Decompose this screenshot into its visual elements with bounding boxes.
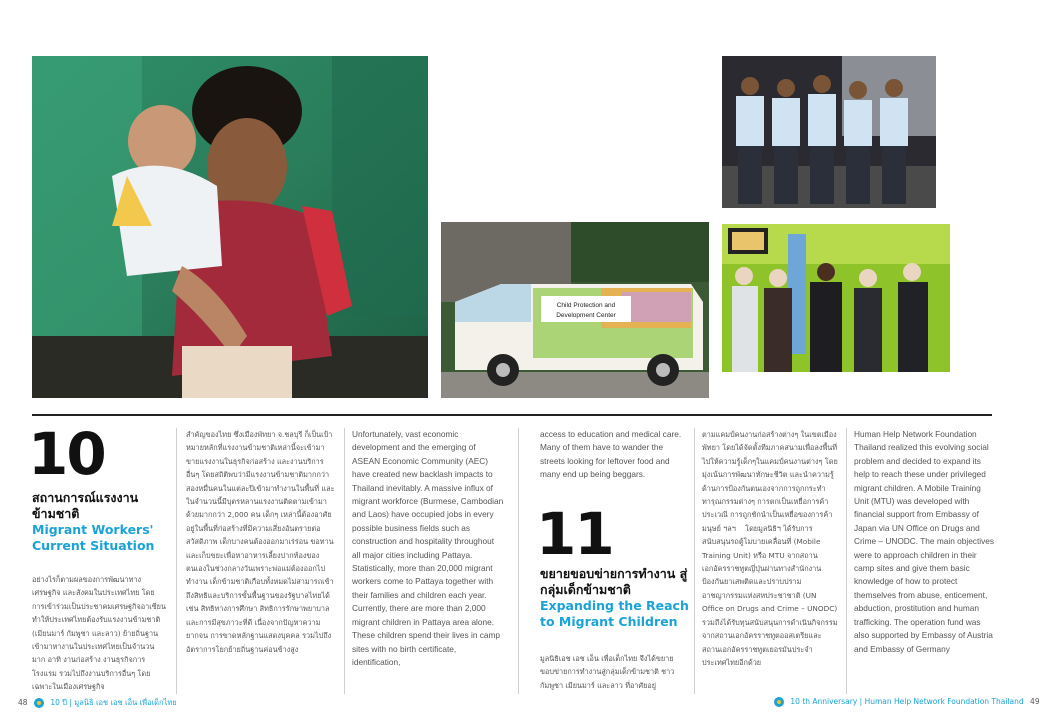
column-divider	[344, 428, 345, 694]
column-divider	[694, 428, 695, 694]
van-sign-line2: Development Center	[556, 312, 616, 319]
page-number-left: 48	[18, 698, 28, 707]
section-10-body-th-part1: อย่างไรก็ตามผลของการพัฒนาทางเศรษฐกิจ และสังคมในประเทศไทย โดยการเข้าร่วมเป็นประชาคมเศรษฐกิจอาเซียน ทำให้ประเทศไทยต้องรับแรงงานข้ามชาติ (เมียนมาร์ กัมพูชา และลาว) ย้ายถิ่นฐานเข้ามาหางานในประเทศไทยเป็นจำนวนมาก อาทิ งานก่อสร้าง งานธุรกิจการโรงแรม รวมไปถึงงานบริการอื่นๆ โดยเฉพาะในเมืองเศรษฐกิจ	[32, 575, 166, 692]
section-10-number: 10	[28, 420, 105, 488]
foundation-logo-icon	[774, 697, 784, 707]
section-10-title-en: Migrant Workers' Current Situation	[32, 522, 155, 553]
section-10-body-en: Unfortunately, vast economic development and the emerging of ASEAN Economic Community (AEC) have created new backlash impacts to Thailand inevitably. A massive influx of migrant workforce (Burmese, Cambodian and Laos) have occupied jobs in every possible business fields such as construction and hospitality throughout all major cities including Pattaya. Statistically, more than 20,000 migrant workers come to Pattaya together with their families and children each year. Currently, there are more than 2,000 migrant children in Pattaya area alone. These children spend their lives in camp sites with no birth certificate, identification,	[352, 429, 504, 667]
section-11-body-th-part2: ตามแคมป์คนงานก่อสร้างต่างๆ ในเขตเมืองพัทยา โดยได้จัดตั้งทีมภาคสนามเพื่อลงพื้นที่ไปให้ความรู้เด็กๆในแคมป์คนงานต่างๆ โดยมุ่งเน้นการพัฒนาทักษะชีวิต และนำความรู้ด้านการป้องกันตนเองจากการถูกกระทำทารุณกรรมต่างๆ การตกเป็นเหยื่อการค้าประเวณี การถูกชักนำเป็นเหยื่อของการค้ามนุษย์ ฯลฯ โดยมูลนิธิฯ ได้รับการสนับสนุนรถตู้โมบายเคลื่อนที่ (Mobile Training Unit) หรือ MTU จากสถานเอกอัครราชทูตญี่ปุ่นผ่านทางสำนักงานป้องกันยาเสพติดและปราบปรามอาชญากรรมแห่งสหประชาชาติ (UN Office on Drugs and Crime – UNODC) รวมถึงได้รับทุนสนับสนุนการดำเนินกิจกรรมจากสถานเอกอัครราชทูตออสเตรียและสถานเอกอัครราชทูตเยอรมันประจำประเทศไทยอีกด้วย	[702, 430, 838, 667]
photo-un-ceremony	[722, 224, 950, 372]
section-10-body-en-cont: access to education and medical care. Many of them have to wander the streets looking for leftover food and many end up being beggars.	[540, 429, 682, 480]
section-11-number: 11	[536, 500, 613, 568]
section-10-body-th-part2: สำคัญของไทย ซึ่งเมืองพัทยา จ.ชลบุรี ก็เป็นเป้าหมายหลักที่แรงงานข้ามชาติเหล่านี้จะเข้ามาขายแรงงานในธุรกิจก่อสร้าง และงานบริการอื่นๆ โดยสถิติพบว่ามีแรงงานข้ามชาติมากกว่าสองหมื่นคนในแต่ละปีเข้ามาทำงานในพื้นที่ และในจำนวนนี้มีบุตรหลานแรงงานติดตามเข้ามาด้วยมากกว่า 2,000 คน เด็กๆ เหล่านี้ต้องอาศัยอยู่ในพื้นที่ก่อสร้างที่มีความเสี่ยงอันตรายต่อสวัสดิภาพ เด็กบางคนต้องออกมาเร่ร่อน ขอทาน และเก็บขยะเพื่อหาอาหารเลี้ยงปากท้องของตนเองในช่วงกลางวันเพราะพ่อแม่ต้องออกไปทำงาน เด็กข้ามชาติเกือบทั้งหมดไม่สามารถเข้าถึงสิทธิและบริการขั้นพื้นฐานของรัฐบาลไทยได้ เช่น สิทธิทางการศึกษา สิทธิการรักษาพยาบาล และการมีสุขภาวะที่ดี เนื่องจากปัญหาความยากจน การขาดหลักฐานแสดงบุคคล รวมไปถึงอัตราการโยกย้ายถิ่นฐานค่อนข้างสูง	[186, 430, 335, 654]
footer-right-text: 10 th Anniversary | Human Help Network Foundation Thailand	[790, 697, 1024, 706]
section-11-title-th: ขยายขอบข่ายการทำงาน สู่กลุ่มเด็กข้ามชาติ	[540, 566, 688, 597]
footer-right	[770, 697, 1040, 707]
van-sign-line1: Child Protection and	[556, 302, 616, 309]
photo-team-outreach	[722, 56, 936, 208]
column-divider	[176, 428, 177, 694]
footer-left	[18, 697, 177, 709]
foundation-logo-icon	[34, 698, 44, 708]
photo-girl-carrying-child	[32, 56, 428, 398]
footer-left-text: 10 ปี | มูลนิธิ เอช เอช เอ็น เพื่อเด็กไทย	[50, 698, 177, 707]
section-11-title-en: Expanding the Reach to Migrant Children	[540, 598, 689, 629]
column-divider	[846, 428, 847, 694]
section-divider	[32, 414, 992, 416]
column-divider	[518, 428, 519, 694]
section-11-body-en: Human Help Network Foundation Thailand realized this evolving social problem and decided to expand its help to reach these under privileged migrant children. A Mobile Training Unit (MTU) was developed with financial support from Embassy of Japan via UN Office on Drugs and Crime – UNODC. The main objectives were to approach children in their camp sites and give them basic knowledge of how to protect themselves from abuse, enticement, abduction, prostitution and human trafficking. The operation fund was also supported by Embassy of Austria and Embassy of Germany	[854, 429, 995, 654]
photo-mobile-training-van	[441, 222, 709, 398]
page-number-right: 49	[1030, 697, 1040, 706]
section-10-title-th: สถานการณ์แรงงาน ข้ามชาติ	[32, 490, 139, 521]
section-11-body-th-part1: มูลนิธิเอช เอช เอ็น เพื่อเด็กไทย จึงได้ขยายขอบข่ายการทำงานสู่กลุ่มเด็กข้ามชาติ ชาวกัมพูชา เมียนมาร์ และลาว ที่อาศัยอยู่	[540, 654, 675, 690]
